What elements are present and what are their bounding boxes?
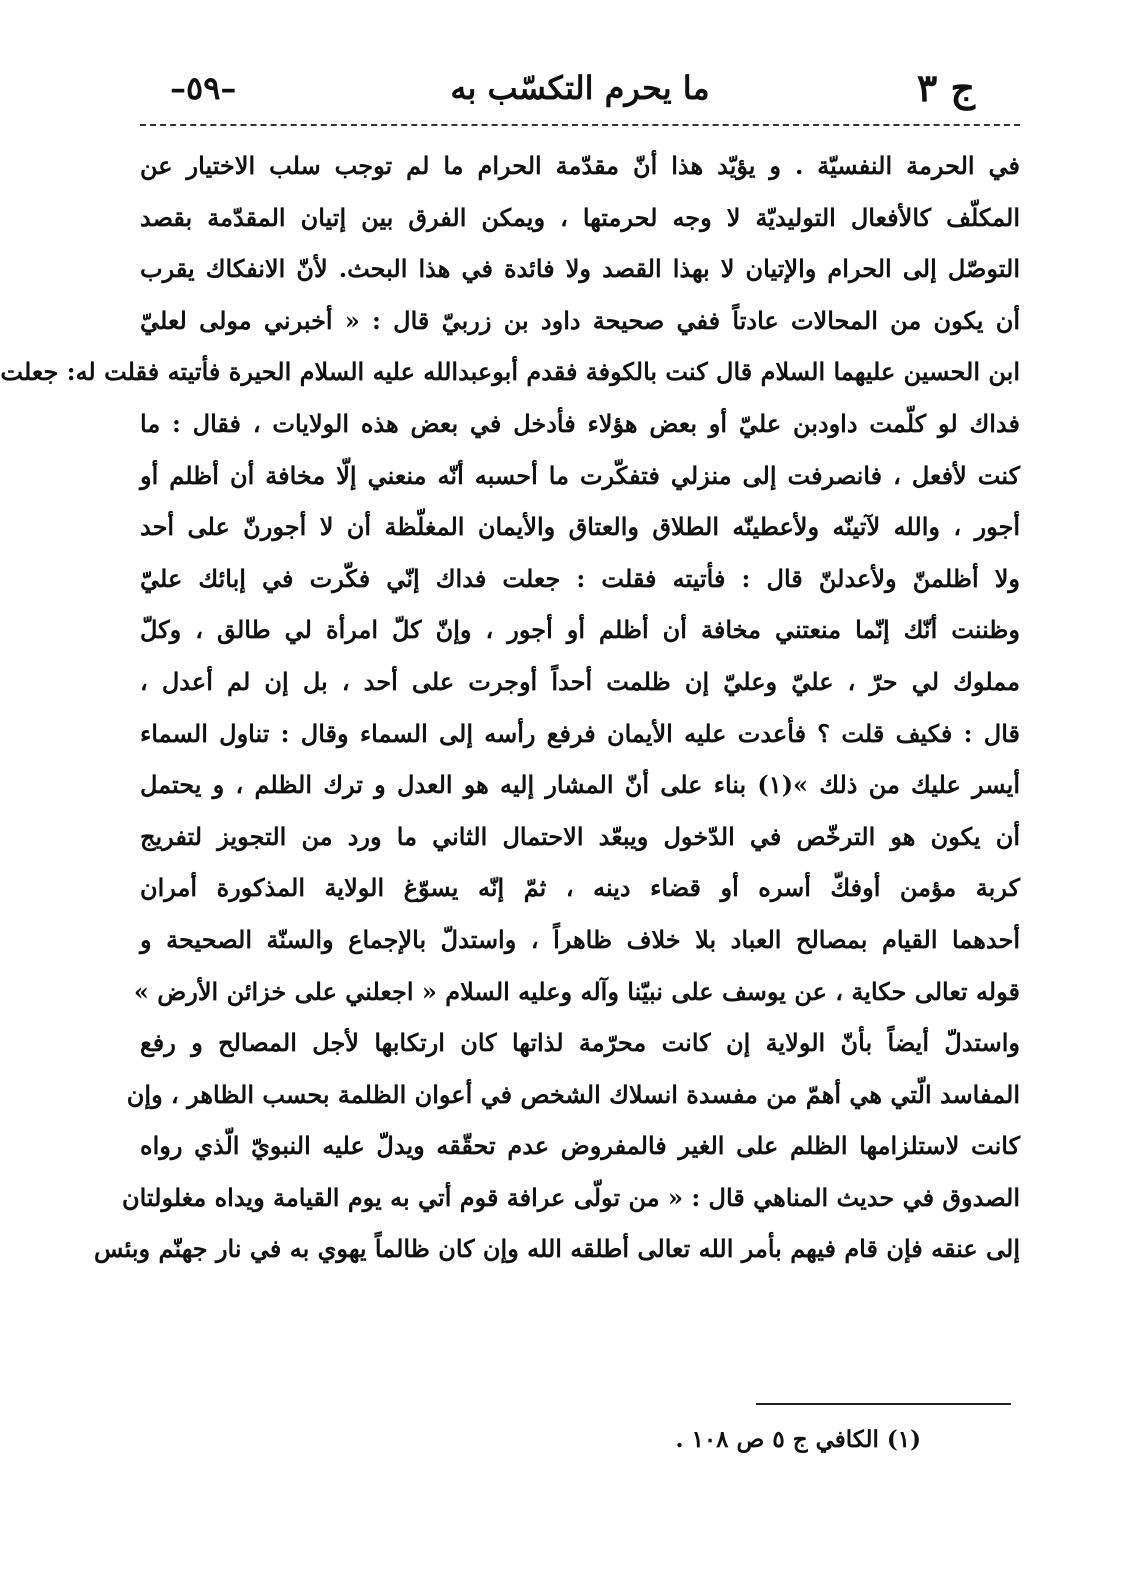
text-line: كانت لاستلزامها الظلم على الغير فالمفروض عدم تحقّقه ويدلّ عليه النبويّ الّذي رواه xyxy=(140,1131,1020,1161)
text-line: الصدوق في حديث المناهي قال : « من تولّى عرافة قوم أتي به يوم القيامة ويداه مغلولتان xyxy=(121,1182,1020,1212)
text-line: المكلّف كالأفعال التوليديّة لا وجه لحرمتها ، ويمكن الفرق بين إتيان المقدّمة بقصد xyxy=(140,202,1020,232)
running-title: ما يحرم التكسّب به xyxy=(450,69,710,107)
page-number: –٥٩– xyxy=(170,69,237,107)
main-text xyxy=(0,140,1021,1275)
text-line: واستدلّ أيضاً بأنّ الولاية إن كانت محرّمة لذاتها كان ارتكابها لأجل المصالح و رفع xyxy=(140,1028,1020,1058)
text-line: قوله تعالى حكاية ، عن يوسف على نبيّنا وآله وعليه السلام « اجعلني على خزائن الأرض » xyxy=(133,976,1020,1006)
page-header xyxy=(140,62,1020,114)
text-line: في الحرمة النفسيّة . و يؤيّد هذا أنّ مقدّمة الحرام ما لم توجب سلب الاختيار عن xyxy=(140,151,1020,180)
text-line: أن يكون هو الترخّص في الدّخول ويبعّد الاحتمال الثاني ما ورد من التجويز لتفريج xyxy=(140,821,1021,851)
text-line: إلى عنقه فإن قام فيهم بأمر الله تعالى أطلقه الله وإن كان ظالماً يهوي به في نار جهنّم وبئس xyxy=(94,1234,1020,1264)
text-line: المفاسد الّتي هي أهمّ من مفسدة انسلاك الشخص في أعوان الظلمة بحسب الظاهر ، وإن xyxy=(126,1079,1020,1109)
text-line: ولا أظلمنّ ولأعدلنّ قال : فأتيته فقلت : جعلت فداك إنّي فكّرت في إبائك عليّ xyxy=(140,563,1020,593)
text-line: فداك لو كلّمت داودبن عليّ أو بعض هؤلاء فأدخل في بعض هذه الولايات ، فقال : ما xyxy=(140,408,1020,438)
header-divider xyxy=(140,124,1020,126)
text-line: أجور ، والله لآتينّه ولأعطينّه الطلاق والعتاق والأيمان المغلّظة أن لا أجورنّ على أحد xyxy=(140,512,1020,542)
text-line: أن يكون من المحالات عادتاً ففي صحيحة داود بن زربيّ قال : « أخبرني مولى لعليّ xyxy=(140,305,1020,335)
text-line: وظننت أنّك إنّما منعتني مخافة أن أظلم أو أجور ، وإنّ كلّ امرأة لي طالق ، وكلّ xyxy=(140,615,1020,645)
text-line: أيسر عليك من ذلك »(١) بناء على أنّ المشار إليه هو العدل و ترك الظلم ، و يحتمل xyxy=(140,770,1020,800)
text-line: قال : فكيف قلت ؟ فأعدت عليه الأيمان فرفع رأسه إلى السماء وقال : تناول السماء xyxy=(140,718,1020,748)
text-line: التوصّل إلى الحرام والإتيان لا بهذا القصد ولا فائدة في هذا البحث. لأنّ الانفكاك يقرب xyxy=(140,254,1020,284)
text-line: مملوك لي حرّ ، عليّ وعليّ إن ظلمت أحداً أوجرت على أحد ، بل إن لم أعدل ، xyxy=(140,666,1020,696)
text-line: ابن الحسين عليهما السلام قال كنت بالكوفة فقدم أبوعبدالله عليه السلام الحيرة فأتيته فقلت له: جعلت xyxy=(0,357,1020,387)
volume-label: ج ٣ xyxy=(916,65,975,110)
footnote-divider xyxy=(756,1403,1011,1405)
text-line: كربة مؤمن أوفكّ أسره أو قضاء دينه ، ثمّ إنّه يسوّغ الولاية المذكورة أمران xyxy=(140,873,1020,903)
text-line: أحدهما القيام بمصالح العباد بلا خلاف ظاهراً ، واستدلّ بالإجماع والسنّة الصحيحة و xyxy=(140,924,1020,954)
text-line: كنت لأفعل ، فانصرفت إلى منزلي فتفكّرت ما أحسبه أنّه منعني إلّا مخافة أن أظلم أو xyxy=(140,460,1020,490)
footnote: (١) الكافي ج ٥ ص ١٠٨ . xyxy=(675,1426,921,1453)
